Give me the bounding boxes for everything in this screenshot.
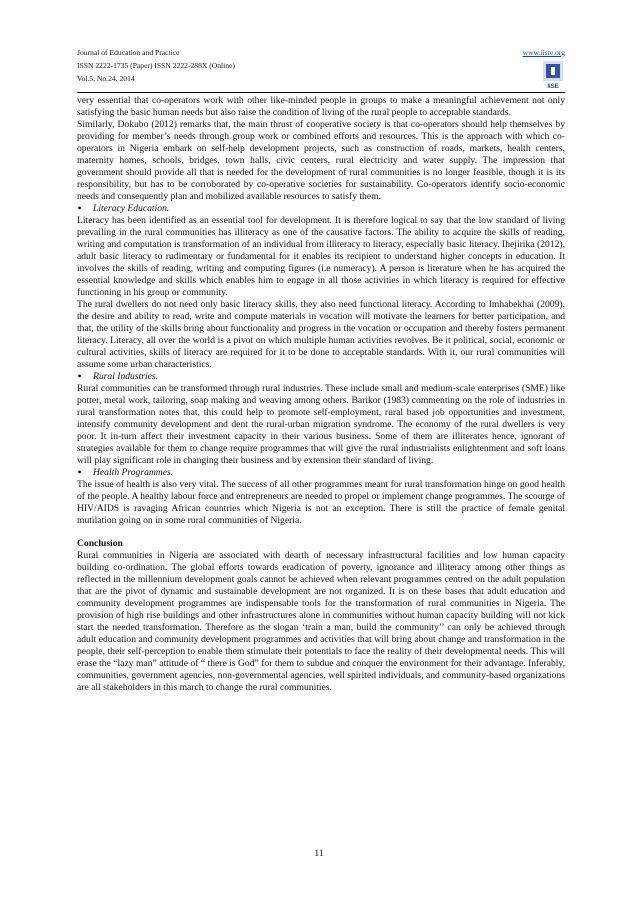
paragraph: Rural communities can be transformed through rural industries. These include small and medium-scale enterprises (SME) like potter, metal work, tailoring, soap making and weaving among others. Barikor (1983) commenting on the role of industries in rural transformation notes that, this could help to promote self-employment, rural based job opportunities and investment, intensify community development and dent the rural-urban migration syndrome. The economy of the rural dwellers is very poor. It in-turn affect their investment capacity in their various business. Some of them are illiterates hence, ignorant of strategies available for them to change require programmes that will give the rural industrialists enlightenment and soft loans will play significant role in changing their business and by extension their standard of living. bbox=[77, 383, 565, 466]
journal-issn: ISSN 2222-1735 (Paper) ISSN 2222-288X (Online) bbox=[77, 61, 235, 70]
bullet-item bbox=[77, 371, 565, 383]
paragraph: Rural communities in Nigeria are associated with dearth of necessary infrastructural facilities and low human capacity building co-ordination. The global efforts towards eradication of poverty, ignorance and illiteracy among other things as reflected in the millennium development goals cannot be achieved when relevant programmes centred on the adult population that are the pivot of dynamic and sustainable development are not organized. It is on these bases that adult education and community development programmes are indispensable tools for the transformation of rural communities in Nigeria. The provision of high rise buildings and other infrastructures alone in communities without human capacity building will not kick start the needed transformation. Therefore as the slogan ‘train a man, build the community’’ can only be achieved through adult education and community development programmes and activities that will bring about change and transformation in the people, their self-perception to enable them stimulate their potentials to face the reality of their developmental needs. This will erase the “lazy man” attitude of “ there is God” for them to subdue and conquer the environment for their advantage. Inferably, communities, government agencies, non-governmental agencies, well spirited individuals, and community-based organizations are all stakeholders in this march to change the rural communities. bbox=[77, 550, 565, 693]
paragraph: The issue of health is also very vital. The success of all other programmes meant for rural transformation hinge on good health of the people. A healthy labour force and entrepreneurs are needed to propel or implement change programmes. The scourge of HIV/AIDS is ravaging African countries which Nigeria is not an exception. There is still the practice of female genital mutilation going on in some rural communities of Nigeria. bbox=[77, 479, 565, 526]
bullet-label: Rural Industries. bbox=[93, 371, 159, 382]
journal-title: Journal of Education and Practice bbox=[77, 48, 180, 57]
bullet-label: Literacy Education. bbox=[93, 203, 170, 214]
paragraph: Literacy has been identified as an essential tool for development. It is therefore logical to say that the low standard of living prevailing in the rural communities has illiteracy as one of the causative factors. The ability to acquire the skills of reading, writing and computation is transformation of an individual from illiteracy to literacy, especially basic literacy. Ihejirika (2012), adult basic literacy to rudimentary or fundamental for it enables its recipient to understand higher concepts in education. It involves the skills of reading, writing and computing figures (i.e numeracy). A person is literature when he has acquired the essential knowledge and skills which enables him to engage in all those activities in which literacy is required for effective functioning in his group or community. bbox=[77, 215, 565, 298]
page-number: 11 bbox=[314, 848, 324, 859]
paragraph: very essential that co-operators work with other like-minded people in groups to make a meaningful achievement not only satisfying the basic human needs but also raise the condition of living of the rural people to acceptable standards. bbox=[77, 95, 565, 118]
journal-url-link[interactable]: www.iiste.org bbox=[522, 48, 565, 57]
bullet-item bbox=[77, 203, 565, 215]
bullet-icon: • bbox=[77, 468, 83, 477]
paragraph: The rural dwellers do not need only basic literacy skills, they also need functional literacy. According to Imhabekhai (2009), the desire and ability to read, write and compute materials in vocation will motivate the learners for better participation, and that, the utility of the skills bring about functionality and progress in the vocation or occupation and thereby fosters permanent literacy. Literacy, all over the world is a pivot on which multiple human activities revolves. Be it political, social, economic or cultural activities, skills of literacy are required for it to be done to acceptable standards. With it, our rural communities will assume some urban characteristics. bbox=[77, 299, 565, 370]
paragraph: Similarly, Dokubo (2012) remarks that, the main thrust of cooperative society is that co-operators should help themselves by providing for member’s needs through group work or combined efforts and resources. This is the approach with which co-operators in Nigeria embark on self-help development projects, such as construction of roads, markets, health centers, maternity homes, schools, bridges, town halls, civic centers, rural electricity and water supply. The impression that government should provide all that is needed for the development of rural communities is no longer feasible, though it is its responsibility, but has to be corroborated by co-operative societies for sustainability. Co-operators identify socio-economic needs and consequently plan and mobilized available resources to satisfy them. bbox=[77, 119, 565, 202]
bullet-icon: • bbox=[77, 204, 83, 213]
iiste-logo bbox=[541, 59, 565, 89]
bullet-label: Health Programmes. bbox=[93, 467, 174, 478]
header-rule bbox=[77, 92, 565, 93]
svg-text:IISE: IISE bbox=[547, 84, 559, 89]
journal-header bbox=[77, 46, 565, 89]
section-heading: Conclusion bbox=[77, 538, 123, 549]
bullet-item bbox=[77, 467, 565, 479]
article-body bbox=[77, 95, 565, 694]
journal-volume: Vol.5, No.24, 2014 bbox=[77, 74, 135, 83]
bullet-icon: • bbox=[77, 372, 83, 381]
